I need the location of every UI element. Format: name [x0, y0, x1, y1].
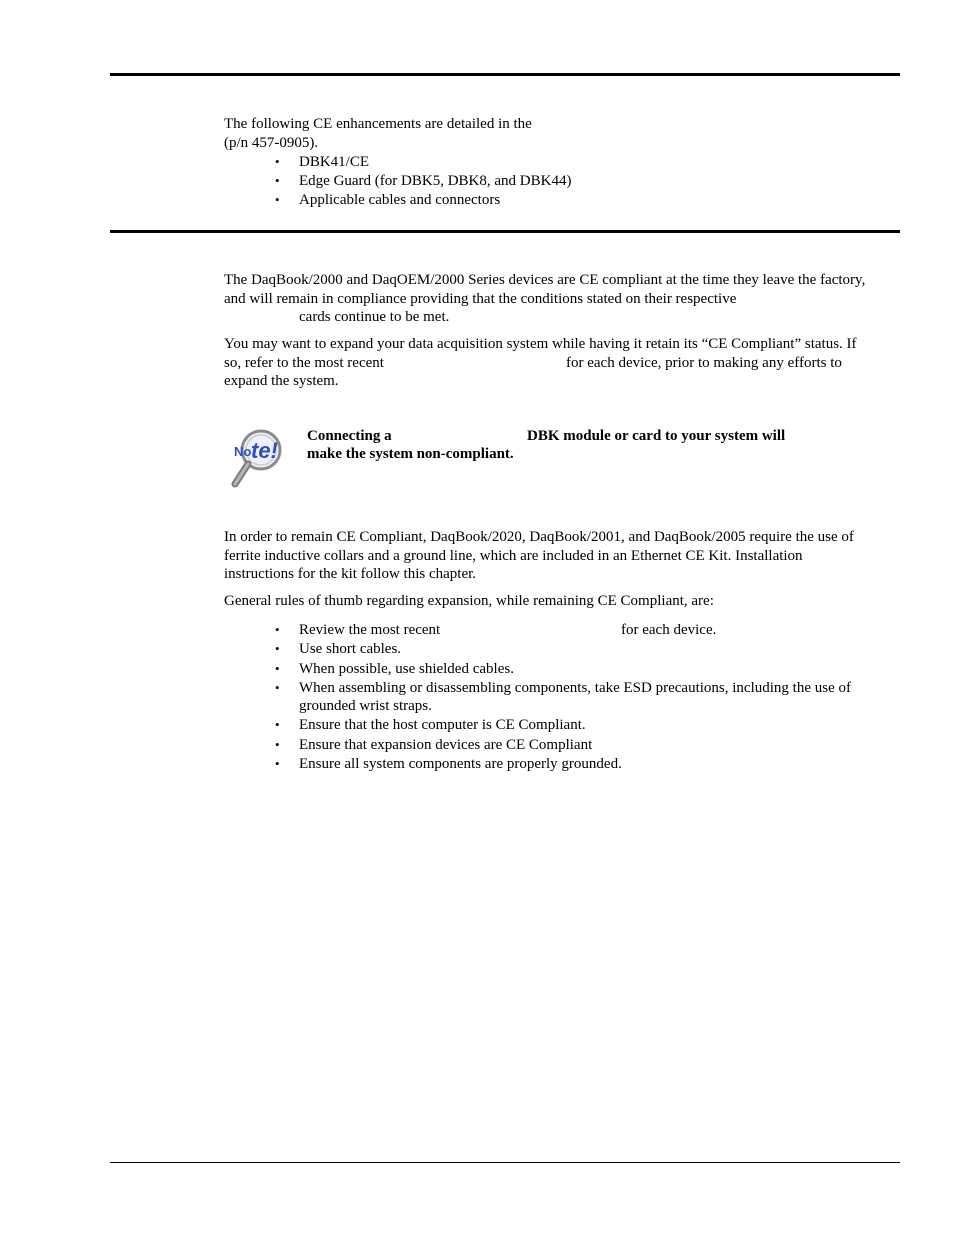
list-item: • Review the most recent — [275, 622, 441, 638]
bullet-icon: • — [275, 173, 280, 188]
list-item: • Edge Guard (for DBK5, DBK8, and DBK44) — [275, 173, 572, 189]
svg-text:No: No — [234, 444, 252, 459]
list-item-tail: for each device. — [621, 622, 717, 638]
paragraph-line: cards continue to be met. — [299, 309, 450, 325]
top-rule — [110, 73, 900, 76]
paragraph-line: In order to remain CE Compliant, DaqBook/2020, DaqBook/2001, and DaqBook/2005 require the use of — [224, 529, 854, 545]
note-magnifier-icon — [229, 427, 293, 489]
list-item: • Applicable cables and connectors — [275, 192, 501, 208]
note-text: make the system non-compliant. — [307, 446, 514, 462]
bullet-icon: • — [275, 737, 280, 752]
list-item-continuation: grounded wrist straps. — [299, 698, 432, 714]
section1-partnumber: (p/n 457-0905). — [224, 135, 319, 151]
list-item: • Ensure all system components are properly grounded. — [275, 756, 622, 772]
list-item: • When assembling or disassembling components, take ESD precautions, including the use of — [275, 680, 851, 696]
bullet-icon: • — [275, 154, 280, 169]
svg-text:te!: te! — [251, 438, 278, 463]
bullet-icon: • — [275, 680, 280, 695]
bullet-icon: • — [275, 717, 280, 732]
paragraph-line: ferrite inductive collars and a ground line, which are included in an Ethernet CE Kit. Installation — [224, 548, 803, 564]
bullet-icon: • — [275, 192, 280, 207]
paragraph-line: for each device, prior to making any efforts to — [566, 355, 842, 371]
paragraph-line: instructions for the kit follow this chapter. — [224, 566, 477, 582]
section1-intro: The following CE enhancements are detailed in the — [224, 116, 532, 132]
bullet-icon: • — [275, 622, 280, 637]
paragraph-line: General rules of thumb regarding expansion, while remaining CE Compliant, are: — [224, 593, 714, 609]
paragraph-line: and will remain in compliance providing that the conditions stated on their respective — [224, 291, 737, 307]
section-rule — [110, 230, 900, 233]
list-item: • Use short cables. — [275, 641, 402, 657]
list-item: • Ensure that expansion devices are CE Compliant — [275, 737, 593, 753]
bullet-icon: • — [275, 756, 280, 771]
bullet-icon: • — [275, 641, 280, 656]
footer-rule — [110, 1162, 900, 1163]
paragraph-line: The DaqBook/2000 and DaqOEM/2000 Series devices are CE compliant at the time they leave the factory, — [224, 272, 866, 288]
bullet-icon: • — [275, 661, 280, 676]
list-item: • DBK41/CE — [275, 154, 370, 170]
paragraph-line: so, refer to the most recent — [224, 355, 384, 371]
paragraph-line: expand the system. — [224, 373, 339, 389]
list-item: • When possible, use shielded cables. — [275, 661, 514, 677]
list-item: • Ensure that the host computer is CE Compliant. — [275, 717, 586, 733]
note-text: Connecting a — [307, 428, 392, 444]
note-text: DBK module or card to your system will — [527, 428, 786, 444]
paragraph-line: You may want to expand your data acquisition system while having it retain its “CE Compliant” status. If — [224, 336, 857, 352]
